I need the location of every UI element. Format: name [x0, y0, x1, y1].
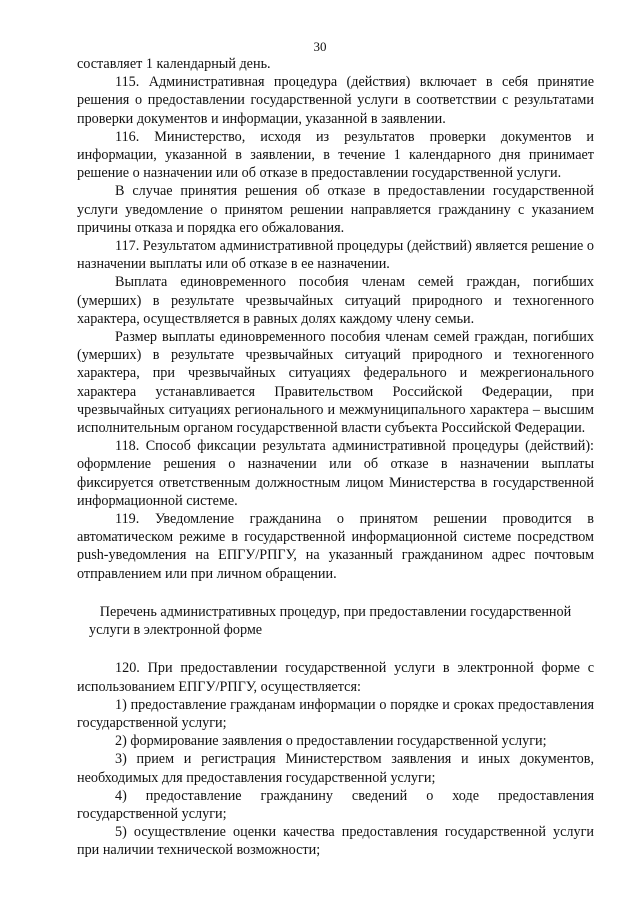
paragraph: В случае принятия решения об отказе в предоставлении государственной услуги уведомление о принятом решении направляется гражданину с указанием причины отказа и порядка его обжалования. [77, 183, 594, 236]
page-number: 30 [313, 39, 327, 54]
paragraph: 118. Способ фиксации результата административной процедуры (действий): оформление решения о назначении или об отказе в назначении выплаты фиксируется ответственным должностным лицом Министерства в государственной информационной системе. [77, 438, 594, 509]
paragraph: 115. Административная процедура (действия) включает в себя принятие решения о предоставлении государственной услуги в соответствии с результатами проверки документов и информации, указанной в заявлении. [77, 74, 594, 127]
paragraph: Выплата единовременного пособия членам семей граждан, погибших (умерших) в результате чрезвычайных ситуаций природного и техногенного характера, осуществляется в равных долях каждому члену семьи. [77, 274, 594, 327]
paragraph: 4) предоставление гражданину сведений о ходе предоставления государственной услуги; [77, 787, 594, 822]
paragraph: 2) формирование заявления о предоставлении государственной услуги; [115, 733, 547, 750]
paragraph: 116. Министерство, исходя из результатов проверки документов и информации, указанной в заявлении, в течение 1 календарного дня принимает решение о назначении или об отказе в предоставлении государственной услуги. [77, 128, 594, 182]
paragraph: 3) прием и регистрация Министерством заявления и иных документов, необходимых для предоставления государственной услуги; [77, 751, 594, 786]
paragraph: составляет 1 календарный день. [77, 56, 271, 72]
paragraph: 120. При предоставлении государственной услуги в электронной форме с использованием ЕПГУ/РПГУ, осуществляется: [77, 660, 594, 695]
document-body [77, 55, 594, 860]
section-heading: Перечень административных процедур, при предоставлении государственной услуги в электронной форме [89, 603, 572, 639]
paragraph: Размер выплаты единовременного пособия членам семей граждан, погибших (умерших) в результате чрезвычайных ситуаций природного и техногенного характера, при чрезвычайных ситуациях федерального и межрегионального характера устанавливается Правительством Российской Федерации, при чрезвычайных ситуациях регионального и межмуниципального характера – высшим исполнительным органом государственной власти субъекта Российской Федерации. [77, 329, 594, 437]
paragraph: 1) предоставление гражданам информации о порядке и сроках предоставления государственной услуги; [77, 696, 594, 731]
paragraph: 5) осуществление оценки качества предоставления государственной услуги при наличии технической возможности; [77, 824, 594, 859]
paragraph: 117. Результатом административной процедуры (действий) является решение о назначении выплаты или об отказе в ее назначении. [77, 238, 594, 273]
paragraphs-bottom [77, 659, 594, 859]
paragraphs-top [77, 55, 594, 583]
paragraph: 119. Уведомление гражданина о принятом решении проводится в автоматическом режиме в государственной информационной системе посредством push-уведомления на ЕПГУ/РПГУ, на указанный гражданином адрес почтовым отправлением или при личном обращении. [77, 511, 594, 582]
